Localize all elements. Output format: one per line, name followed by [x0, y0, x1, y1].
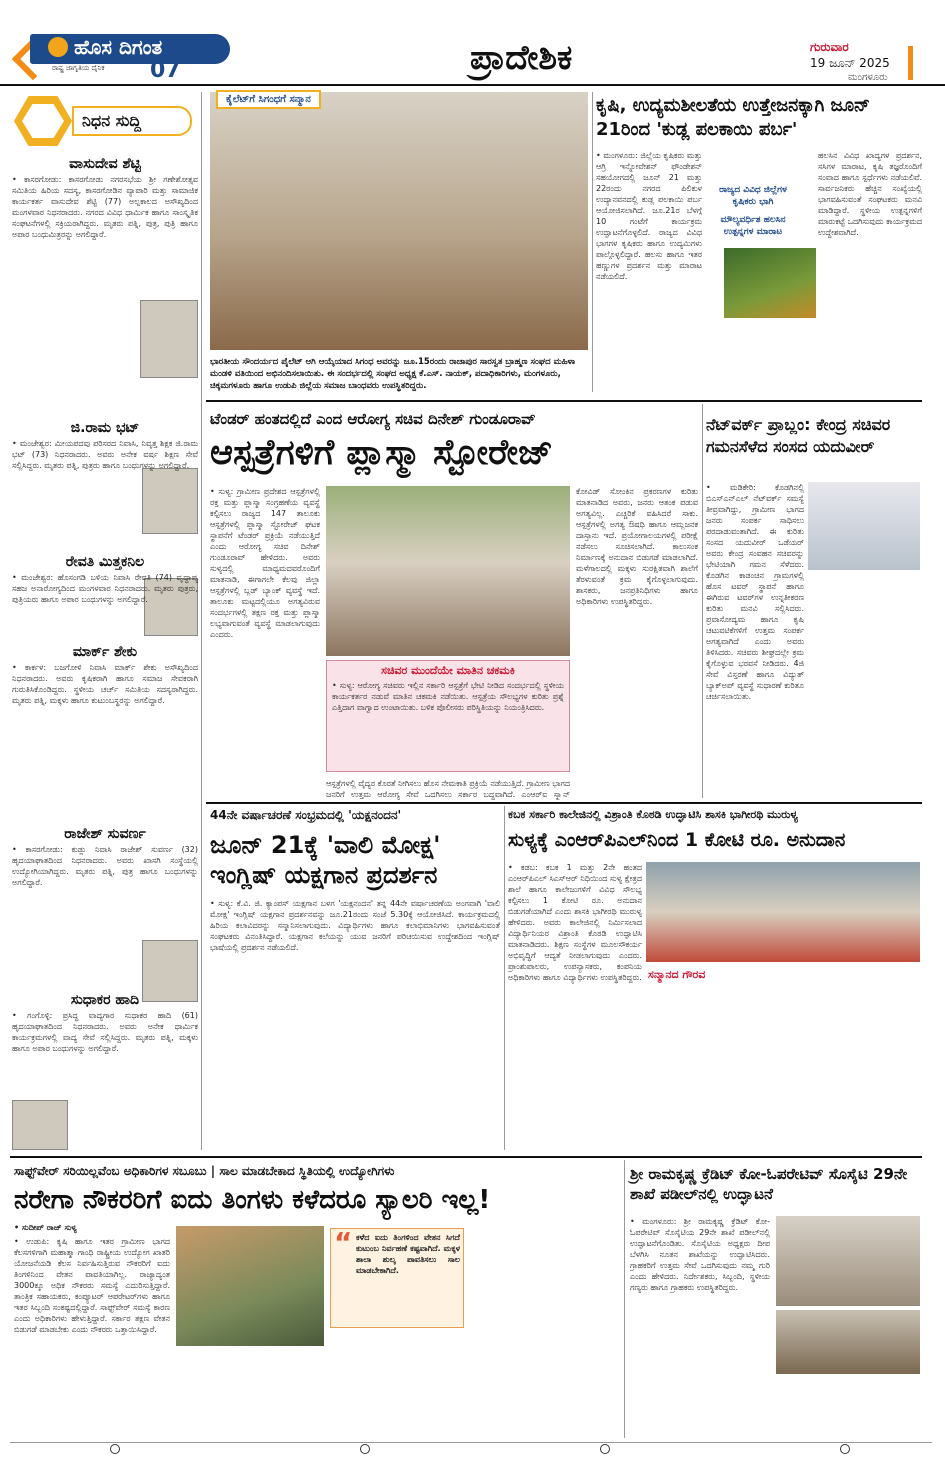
- credit-body: • ಮಂಗಳೂರು: ಶ್ರೀ ರಾಮಕೃಷ್ಣ ಕ್ರೆಡಿಟ್ ಕೋ-ಓಪರೇಟಿವ್ ಸೊಸೈಟಿಯ 29ನೇ ಶಾಖೆ ಪಡೀಲ್‌ನಲ್ಲಿ ಉದ್ಘಾಟನೆಗೊಂಡಿತು. ಸೊಸೈಟಿಯ ಅಧ್ಯಕ್ಷರು ದೀಪ ಬೆಳಗಿಸಿ ನೂತನ ಶಾಖೆಯನ್ನು ಉದ್ಘಾಟಿಸಿದರು. ಗ್ರಾಹಕರಿಗೆ ಉತ್ತಮ ಸೇವೆ ಒದಗಿಸುವುದು ನಮ್ಮ ಗುರಿ ಎಂದು ಹೇಳಿದರು. ನಿರ್ದೇಶಕರು, ಸಿಬ್ಬಂದಿ, ಸ್ಥಳೀಯ ಗಣ್ಯರು ಹಾಗೂ ಗ್ರಾಹಕರು ಉಪಸ್ಥಿತರಿದ್ದರು.: [630, 1217, 770, 1292]
- ribbon-cutting-photo: [646, 862, 920, 962]
- hospital-inset-text: • ಸುಳ್ಯ: ಆರೋಗ್ಯ ಸಚಿವರು ಇಲ್ಲಿನ ಸರ್ಕಾರಿ ಆಸ್ಪತ್ರೆಗೆ ಭೇಟಿ ನೀಡಿದ ಸಂದರ್ಭದಲ್ಲಿ ಸ್ಥಳೀಯ ಕಾರ್ಯಕರ್ತರ ನಡುವೆ ಮಾತಿನ ಚಕಮಕಿ ನಡೆಯಿತು. ಆಸ್ಪತ್ರೆಯ ಸೌಲಭ್ಯಗಳ ಕುರಿತು ಪ್ರಶ್ನೆ ಎತ್ತಿದಾಗ ವಾಗ್ವಾದ ಉಂಟಾಯಿತು. ಬಳಿಕ ಪೊಲೀಸರು ಪರಿಸ್ಥಿತಿಯನ್ನು ನಿಯಂತ್ರಿಸಿದರು.: [332, 681, 564, 712]
- yaduveer-headline[interactable]: ನೆಟ್‌ವರ್ಕ್ ಪ್ರಾಬ್ಲಂ: ಕೇಂದ್ರ ಸಚಿವರ ಗಮನಸೆಳೆದ ಸಂಸದ ಯದುವೀರ್: [706, 415, 891, 456]
- hospital-kicker: ಟೆಂಡರ್ ಹಂತದಲ್ಲಿದೆ ಎಂದ ಆರೋಗ್ಯ ಸಚಿವ ದಿನೇಶ್ ಗುಂಡೂರಾವ್: [210, 410, 536, 428]
- hospital-body-3: ಕೋವಿಡ್ ಸೋಂಕಿನ ಪ್ರಕರಣಗಳ ಕುರಿತು ಮಾತನಾಡಿದ ಅವರು, ಜನರು ಆತಂಕ ಪಡುವ ಅಗತ್ಯವಿಲ್ಲ. ಎಚ್ಚರಿಕೆ ವಹಿಸಿದರೆ ಸಾಕು. ಆಸ್ಪತ್ರೆಗಳಲ್ಲಿ ಅಗತ್ಯ ಔಷಧಿ ಹಾಗೂ ಆಮ್ಲಜನಕ ದಾಸ್ತಾನು ಇದೆ. ಪ್ರಯೋಗಾಲಯಗಳಲ್ಲಿ ಪರೀಕ್ಷೆ ನಡೆಸಲು ಸೂಚಿಸಲಾಗಿದೆ. ಕಾಲುಸಂಕ ನಿರ್ಮಾಣಕ್ಕೆ ಅನುದಾನ ಬಿಡುಗಡೆ ಮಾಡಲಾಗಿದೆ. ಮಳೆಗಾಲದಲ್ಲಿ ಮಕ್ಕಳು ಸುರಕ್ಷಿತವಾಗಿ ಶಾಲೆಗೆ ತೆರಳುವಂತೆ ಕ್ರಮ ಕೈಗೊಳ್ಳಲಾಗುವುದು. ಶಾಸಕರು, ಜನಪ್ರತಿನಿಧಿಗಳು ಹಾಗೂ ಅಧಿಕಾರಿಗಳು ಉಪಸ್ಥಿತರಿದ್ದರು.: [576, 487, 698, 606]
- hospital-body-2: ಆಸ್ಪತ್ರೆಗಳಲ್ಲಿ ವೈದ್ಯರ ಕೊರತೆ ನೀಗಿಸಲು ಹೊಸ ನೇಮಕಾತಿ ಪ್ರಕ್ರಿಯೆ ನಡೆಯುತ್ತಿದೆ. ಗ್ರಾಮೀಣ ಭಾಗದ ಜನರಿಗೆ ಉತ್ತಮ ಆರೋಗ್ಯ ಸೇವೆ ಒದಗಿಸಲು ಸರ್ಕಾರ ಬದ್ಧವಾಗಿದೆ. ಎಂಆರ್‌ಐ ಸ್ಕ್ಯಾನ್: [326, 779, 570, 799]
- registration-mark-icon: [840, 1444, 850, 1454]
- yaduveer-body: • ಮಡಿಕೇರಿ: ಕೊಡಗಿನಲ್ಲಿ ಬಿಎಸ್‌ಎನ್‌ಎಲ್ ನೆಟ್‌ವರ್ಕ್ ಸಮಸ್ಯೆ ತೀವ್ರವಾಗಿದ್ದು, ಗ್ರಾಮೀಣ ಭಾಗದ ಜನರು ಸಂಪರ್ಕ ಸಾಧಿಸಲು ಪರದಾಡುವಂತಾಗಿದೆ. ಈ ಕುರಿತು ಸಂಸದ ಯದುವೀರ್ ಒಡೆಯರ್ ಅವರು ಕೇಂದ್ರ ಸಂವಹನ ಸಚಿವರನ್ನು ಭೇಟಿಯಾಗಿ ಗಮನ ಸೆಳೆದರು. ಕೊಡಗಿನ ಕಾಡಂಚಿನ ಗ್ರಾಮಗಳಲ್ಲಿ ಹೊಸ ಟವರ್ ಸ್ಥಾಪನೆ ಹಾಗೂ ಈಗಿರುವ ಟವರ್‌ಗಳ ಉನ್ನತೀಕರಣ ಕುರಿತು ಮನವಿ ಸಲ್ಲಿಸಿದರು. ಪ್ರವಾಸೋದ್ಯಮ ಹಾಗೂ ಕೃಷಿ ಚಟುವಟಿಕೆಗಳಿಗೆ ಉತ್ತಮ ಸಂಪರ್ಕ ಅಗತ್ಯವಾಗಿದೆ ಎಂದು ಅವರು ತಿಳಿಸಿದರು. ಸಚಿವರು ಶೀಘ್ರದಲ್ಲೇ ಕ್ರಮ ಕೈಗೊಳ್ಳುವ ಭರವಸೆ ನೀಡಿದರು. 4ಜಿ ಸೇವೆ ವಿಸ್ತರಣೆ ಹಾಗೂ ವಿದ್ಯುತ್ ಬ್ಯಾಕ್‌ಅಪ್ ವ್ಯವಸ್ಥೆ ಸುಧಾರಣೆ ಕುರಿತೂ ಚರ್ಚಿಸಲಾಯಿತು.: [706, 483, 804, 701]
- date-accent-bar: [908, 46, 913, 80]
- farm-body: • ಮಂಗಳೂರು: ಜಿಲ್ಲೆಯ ಕೃಷಿಕರು ಮತ್ತು ಆಗ್ರಿ ಇನ್ನೋವೇಶನ್ ಫೌಂಡೇಶನ್ ಸಹಯೋಗದಲ್ಲಿ ಜೂನ್ 21 ಮತ್ತು 22ರಂದು ನಗರದ ಪಿಲಿಕುಳ ಉದ್ಯಾನವನದಲ್ಲಿ ಕುಡ್ಲ ಪಲಕಾಯಿ ಪರ್ಬ ಆಯೋಜಿಸಲಾಗಿದೆ. ಜೂ.21ರ ಬೆಳಗ್ಗೆ 10 ಗಂಟೆಗೆ ಕಾರ್ಯಕ್ರಮ ಉದ್ಘಾಟನೆಗೊಳ್ಳಲಿದೆ. ರಾಜ್ಯದ ವಿವಿಧ ಭಾಗಗಳ ಕೃಷಿಕರು ಹಾಗೂ ಉದ್ಯಮಿಗಳು ಪಾಲ್ಗೊಳ್ಳಲಿದ್ದಾರೆ. ಹಲಸು ಹಾಗೂ ಇತರ ಹಣ್ಣುಗಳ ಪ್ರದರ್ಶನ ಮತ್ತು ಮಾರಾಟ ನಡೆಯಲಿದೆ.: [596, 151, 702, 281]
- hospital-body: • ಸುಳ್ಯ: ಗ್ರಾಮೀಣ ಪ್ರದೇಶದ ಆಸ್ಪತ್ರೆಗಳಲ್ಲಿ ರಕ್ತ ಮತ್ತು ಪ್ಲಾಸ್ಮಾ ಸಂಗ್ರಹಣೆಯ ವ್ಯವಸ್ಥೆ ಕಲ್ಪಿಸಲು ರಾಜ್ಯದ 147 ತಾಲೂಕು ಆಸ್ಪತ್ರೆಗಳಲ್ಲಿ ಪ್ಲಾಸ್ಮಾ ಸ್ಟೋರೇಜ್ ಘಟಕ ಸ್ಥಾಪನೆಗೆ ಟೆಂಡರ್ ಪ್ರಕ್ರಿಯೆ ನಡೆಯುತ್ತಿದೆ ಎಂದು ಆರೋಗ್ಯ ಸಚಿವ ದಿನೇಶ್ ಗುಂಡೂರಾವ್ ಹೇಳಿದರು. ಅವರು ಸುಳ್ಯದಲ್ಲಿ ಮಾಧ್ಯಮದವರೊಂದಿಗೆ ಮಾತನಾಡಿ, ಈಗಾಗಲೇ ಕೆಲವು ಜಿಲ್ಲಾ ಆಸ್ಪತ್ರೆಗಳಲ್ಲಿ ಬ್ಲಡ್ ಬ್ಯಾಂಕ್ ವ್ಯವಸ್ಥೆ ಇದೆ. ತಾಲೂಕು ಮಟ್ಟದಲ್ಲಿಯೂ ಅಗತ್ಯವಿರುವ ಸಂದರ್ಭಗಳಲ್ಲಿ ತಕ್ಷಣ ರಕ್ತ ಮತ್ತು ಪ್ಲಾಸ್ಮಾ ಲಭ್ಯವಾಗುವಂತೆ ವ್ಯವಸ್ಥೆ ಮಾಡಲಾಗುವುದು ಎಂದರು.: [210, 487, 320, 639]
- lamp-logo-icon: [48, 37, 68, 57]
- nrega-headline[interactable]: ನರೇಗಾ ನೌಕರರಿಗೆ ಐದು ತಿಂಗಳು ಕಳೆದರೂ ಸ್ಯಾಲರಿ ಇಲ್ಲ!: [14, 1185, 491, 1215]
- page-bottom-rule: [10, 1442, 932, 1443]
- column-divider: [702, 404, 703, 798]
- lamp-lighting-photo: [776, 1310, 920, 1374]
- obituary-text: • ಮಂಜೇಶ್ವರ: ಮೀಯಪದವು ಪರಿಸರದ ನಿವಾಸಿ, ನಿವೃತ್ತ ಶಿಕ್ಷಕ ಜಿ.ರಾಮ ಭಟ್ (73) ನಿಧನರಾದರು. ಅವರು ಅನೇಕ ವರ್ಷ ಶಿಕ್ಷಣ ಸೇವೆ ಸಲ್ಲಿಸಿದ್ದರು. ಮೃತರು ಪತ್ನಿ, ಪುತ್ರರು ಹಾಗೂ ಬಂಧುಗಳನ್ನು ಅಗಲಿದ್ದಾರೆ.: [12, 439, 198, 470]
- issue-day: ಗುರುವಾರ: [810, 40, 849, 54]
- obituary-text: • ಕಾರ್ಕಳ: ಬಜಗೋಳಿ ನಿವಾಸಿ ಮಾರ್ಕ್ ಶೇಕು ಅಸೌಖ್ಯದಿಂದ ನಿಧನರಾದರು. ಅವರು ಕೃಷಿಕರಾಗಿ ಹಾಗೂ ಸಮಾಜ ಸೇವಕರಾಗಿ ಗುರುತಿಸಿಕೊಂಡಿದ್ದರು. ಸ್ಥಳೀಯ ಚರ್ಚ್ ಸಮಿತಿಯ ಸದಸ್ಯರಾಗಿದ್ದರು. ಮೃತರು ಪತ್ನಿ, ಮಕ್ಕಳು ಹಾಗೂ ಕುಟುಂಬಸ್ಥರನ್ನು ಅಗಲಿದ್ದಾರೆ.: [12, 663, 198, 705]
- lead-photo-tag: ಕೈಲೆಟ್‌ಗೆ ಸಿಗಂಧಗೆ ಸನ್ಮಾನ: [216, 90, 321, 109]
- column-divider: [624, 1160, 625, 1438]
- section-rule: [206, 400, 922, 402]
- nrega-byline: • ಸುದೀಪ್ ರಾಜ್ ಸುಳ್ಯ: [14, 1223, 77, 1232]
- lead-photo-caption: ಭಾರತೀಯ ಸೌಂದರ್ಯದ ಪೈಲೆಟ್ ಆಗಿ ಆಯ್ಕೆಯಾದ ಸಿಗಂಧ ಅವರನ್ನು ಜೂ.15ರಂದು ರಾಜಾಪುರ ಸಾರಸ್ವತ ಬ್ರಾಹ್ಮಣ ಸಂಘದ ಮಹಿಳಾ ಮಂಡಳಿ ವತಿಯಿಂದ ಅಭಿನಂದಿಸಲಾಯಿತು. ಈ ಸಂದರ್ಭದಲ್ಲಿ ಸಂಘದ ಅಧ್ಯಕ್ಷ ಕೆ.ಎಸ್. ನಾಯಕ್, ಪದಾಧಿಕಾರಿಗಳು, ಮಂಗಳೂರು, ಚಿಕ್ಕಮಗಳೂರು ಹಾಗೂ ಉಡುಪಿ ಜಿಲ್ಲೆಯ ಸಮಾಜ ಬಾಂಧವರು ಉಪಸ್ಥಿತರಿದ್ದರು.: [210, 357, 576, 391]
- yakshagana-headline[interactable]: ಜೂನ್ 21ಕ್ಕೆ 'ವಾಲಿ ಮೋಕ್ಷ' ಇಂಗ್ಲಿಷ್ ಯಕ್ಷಗಾನ ಪ್ರದರ್ಶನ: [210, 831, 441, 889]
- farm-headline[interactable]: ಕೃಷಿ, ಉದ್ಯಮಶೀಲತೆಯ ಉತ್ತೇಜನಕ್ಕಾಗಿ ಜೂನ್ 21ರಿಂದ 'ಕುಡ್ಲ ಪಲಕಾಯಿ ಪರ್ಬ': [596, 95, 870, 140]
- inauguration-photo: [776, 1216, 920, 1306]
- section-rule: [206, 802, 922, 804]
- newspaper-brand[interactable]: ಹೊಸ ದಿಗಂತ: [74, 35, 163, 59]
- edition-city: ಮಂಗಳೂರು: [848, 72, 888, 83]
- page-number: 07: [150, 58, 181, 83]
- masthead: [0, 0, 945, 86]
- column-divider: [504, 806, 505, 1150]
- grant-headline[interactable]: ಸುಳ್ಯಕ್ಕೆ ಎಂಆರ್‌ಪಿಎಲ್‌ನಿಂದ 1 ಕೋಟಿ ರೂ. ಅನುದಾನ: [508, 829, 846, 851]
- obituary-name: ಸುಧಾಕರ ಹಾದಿ: [70, 992, 140, 1008]
- minister-photo: [326, 486, 570, 656]
- obituary-name: ವಾಸುದೇವ ಶೆಟ್ಟಿ: [69, 156, 141, 172]
- obituary-name: ರಾಜೇಶ್ ಸುವರ್ಣ: [64, 826, 146, 842]
- issue-date: 19 ಜೂನ್ 2025: [810, 56, 890, 70]
- obituary-header: ನಿಧನ ಸುದ್ದಿ: [72, 106, 192, 136]
- nrega-quote: ಕಳೆದ ಐದು ತಿಂಗಳಿಂದ ವೇತನ ಸಿಗದೆ ಕುಟುಂಬ ನಿರ್ವಹಣೆ ಕಷ್ಟವಾಗಿದೆ. ಮಕ್ಕಳ ಶಾಲಾ ಶುಲ್ಕ ಪಾವತಿಸಲು ಸಾಲ ಮಾಡಬೇಕಾಗಿದೆ.: [356, 1233, 460, 1275]
- obituary-text: • ಗಂಗೊಳ್ಳಿ: ಪ್ರಸಿದ್ಧ ವಾದ್ಯಗಾರ ಸುಧಾಕರ ಹಾದಿ (61) ಹೃದಯಾಘಾತದಿಂದ ನಿಧನರಾದರು. ಅವರು ಅನೇಕ ಧಾರ್ಮಿಕ ಕಾರ್ಯಕ್ರಮಗಳಲ್ಲಿ ವಾದ್ಯ ಸೇವೆ ಸಲ್ಲಿಸಿದ್ದರು. ಮೃತರು ಪತ್ನಿ, ಮಕ್ಕಳು ಹಾಗೂ ಅಪಾರ ಬಂಧುಗಳನ್ನು ಅಗಲಿದ್ದಾರೆ.: [12, 1011, 198, 1053]
- quote-mark-icon: “: [334, 1226, 353, 1259]
- workers-photo: [176, 1226, 324, 1346]
- farm-body-2: ಹಲಸಿನ ವಿವಿಧ ಖಾದ್ಯಗಳ ಪ್ರದರ್ಶನ, ಸಸಿಗಳ ಮಾರಾಟ, ಕೃಷಿ ತಜ್ಞರೊಂದಿಗೆ ಸಂವಾದ ಹಾಗೂ ಸ್ಪರ್ಧೆಗಳು ನಡೆಯಲಿವೆ. ಸಾರ್ವಜನಿಕರು ಹೆಚ್ಚಿನ ಸಂಖ್ಯೆಯಲ್ಲಿ ಭಾಗವಹಿಸುವಂತೆ ಸಂಘಟಕರು ಮನವಿ ಮಾಡಿದ್ದಾರೆ. ಸ್ಥಳೀಯ ಉತ್ಪನ್ನಗಳಿಗೆ ಮಾರುಕಟ್ಟೆ ಒದಗಿಸುವುದು ಕಾರ್ಯಕ್ರಮದ ಉದ್ದೇಶವಾಗಿದೆ.: [818, 151, 922, 237]
- hospital-inset-head: ಸಚಿವರ ಮುಂದೆಯೇ ಮಾತಿನ ಚಕಮಕಿ: [381, 664, 515, 677]
- obituary-name: ಮಾರ್ಕ್ ಶೇಕು: [72, 644, 138, 660]
- nrega-body: • ಉಡುಪಿ: ಕೃಷಿ ಹಾಗೂ ಇತರ ಗ್ರಾಮೀಣ ಭಾಗದ ಕೆಲಸಗಳಿಗಾಗಿ ಮಹಾತ್ಮಾ ಗಾಂಧಿ ರಾಷ್ಟ್ರೀಯ ಉದ್ಯೋಗ ಖಾತರಿ ಯೋಜನೆಯಡಿ ಕೆಲಸ ನಿರ್ವಹಿಸುತ್ತಿರುವ ನೌಕರರಿಗೆ ಐದು ತಿಂಗಳಿನಿಂದ ವೇತನ ಪಾವತಿಯಾಗಿಲ್ಲ. ರಾಜ್ಯಾದ್ಯಂತ 3000ಕ್ಕೂ ಅಧಿಕ ನೌಕರರು ಸಮಸ್ಯೆ ಎದುರಿಸುತ್ತಿದ್ದಾರೆ. ತಾಂತ್ರಿಕ ಸಹಾಯಕರು, ಕಂಪ್ಯೂಟರ್ ಆಪರೇಟರ್‌ಗಳು ಹಾಗೂ ಇತರ ಸಿಬ್ಬಂದಿ ಸಂಕಷ್ಟದಲ್ಲಿದ್ದಾರೆ. ಸಾಫ್ಟ್‌ವೇರ್ ಸಮಸ್ಯೆ ಕಾರಣ ಎಂದು ಅಧಿಕಾರಿಗಳು ಹೇಳುತ್ತಿದ್ದಾರೆ. ಸರ್ಕಾರ ತಕ್ಷಣ ವೇತನ ಬಿಡುಗಡೆ ಮಾಡಬೇಕು ಎಂದು ನೌಕರರು ಒತ್ತಾಯಿಸಿದ್ದಾರೆ.: [14, 1237, 170, 1334]
- jackfruit-photo: [724, 248, 816, 318]
- grant-body: • ಕಡಬ: ಕಬಕ 1 ಮತ್ತು 2ನೇ ಹಂತದ ಎಂಆರ್‌ಪಿಎಲ್ ಸಿಎಸ್‌ಆರ್ ನಿಧಿಯಿಂದ ಸುಳ್ಯ ಕ್ಷೇತ್ರದ ಶಾಲೆ ಹಾಗೂ ಕಾಲೇಜುಗಳಿಗೆ ವಿವಿಧ ಸೌಲಭ್ಯ ಕಲ್ಪಿಸಲು 1 ಕೋಟಿ ರೂ. ಅನುದಾನ ಬಿಡುಗಡೆಯಾಗಿದೆ ಎಂದು ಶಾಸಕಿ ಭಾಗೀರಥಿ ಮುರುಳ್ಯ ಹೇಳಿದರು. ಅವರು ಕಾಲೇಜಿನಲ್ಲಿ ನಿರ್ಮಿಸಲಾದ ವಿದ್ಯಾರ್ಥಿನಿಯರ ವಿಶ್ರಾಂತಿ ಕೊಠಡಿ ಉದ್ಘಾಟಿಸಿ ಮಾತನಾಡಿದರು. ಶಿಕ್ಷಣ ಸಂಸ್ಥೆಗಳ ಮೂಲಸೌಕರ್ಯ ಅಭಿವೃದ್ಧಿಗೆ ಆದ್ಯತೆ ನೀಡಲಾಗುವುದು ಎಂದರು. ಪ್ರಾಂಶುಪಾಲರು, ಉಪನ್ಯಾಸಕರು, ಕಂಪನಿಯ ಅಧಿಕಾರಿಗಳು ಹಾಗೂ ವಿದ್ಯಾರ್ಥಿಗಳು ಉಪಸ್ಥಿತರಿದ್ದರು.: [508, 863, 642, 982]
- yakshagana-body: • ಸುಳ್ಯ: ಕೆ.ವಿ. ಜಿ. ಕ್ಯಾಂಪಸ್ ಯಕ್ಷಗಾನ ಬಳಗ 'ಯಕ್ಷನಂದನ' ತನ್ನ 44ನೇ ವರ್ಷಾಚರಣೆಯ ಅಂಗವಾಗಿ 'ವಾಲಿ ಮೋಕ್ಷ' ಇಂಗ್ಲಿಷ್ ಯಕ್ಷಗಾನ ಪ್ರದರ್ಶನವನ್ನು ಜೂ.21ರಂದು ಸಂಜೆ 5.30ಕ್ಕೆ ಆಯೋಜಿಸಿದೆ. ಕಾರ್ಯಕ್ರಮದಲ್ಲಿ ಹಿರಿಯ ಕಲಾವಿದರನ್ನು ಸನ್ಮಾನಿಸಲಾಗುವುದು. ವಿದ್ಯಾರ್ಥಿಗಳು ಹಾಗೂ ಕಲಾಭಿಮಾನಿಗಳು ಭಾಗವಹಿಸುವಂತೆ ಸಂಘಟಕರು ವಿನಂತಿಸಿದ್ದಾರೆ. ಯಕ್ಷಗಾನ ಕಲೆಯನ್ನು ಯುವ ಜನರಿಗೆ ಪರಿಚಯಿಸುವ ಉದ್ದೇಶದಿಂದ ಇಂಗ್ಲಿಷ್ ಭಾಷೆಯಲ್ಲಿ ಪ್ರದರ್ಶನ ನಡೆಯಲಿದೆ.: [210, 899, 500, 952]
- yakshagana-kicker: 44ನೇ ವರ್ಷಾಚರಣೆ ಸಂಭ್ರಮದಲ್ಲಿ 'ಯಕ್ಷನಂದನ': [210, 808, 402, 822]
- section-title: ಪ್ರಾದೇಶಿಕ: [470, 38, 573, 78]
- grant-kicker: ಕಬಕ ಸರ್ಕಾರಿ ಕಾಲೇಜಿನಲ್ಲಿ ವಿಶ್ರಾಂತಿ ಕೊಠಡಿ ಉದ್ಘಾಟಿಸಿ ಶಾಸಕಿ ಭಾಗೀರಥಿ ಮುರುಳ್ಯ: [508, 808, 798, 821]
- section-rule: [10, 1156, 922, 1158]
- farm-subhead: ರಾಜ್ಯದ ವಿವಿಧ ಜಿಲ್ಲೆಗಳ ಕೃಷಿಕರು ಭಾಗಿ: [719, 185, 787, 207]
- registration-mark-icon: [600, 1444, 610, 1454]
- obituary-text: • ಕಾಸರಗೋಡು: ಕುಡ್ಲು ನಿವಾಸಿ ರಾಜೇಶ್ ಸುವರ್ಣ (32) ಹೃದಯಾಘಾತದಿಂದ ನಿಧನರಾದರು. ಅವರು ಖಾಸಗಿ ಸಂಸ್ಥೆಯಲ್ಲಿ ಉದ್ಯೋಗಿಯಾಗಿದ್ದರು. ಮೃತರು ಪತ್ನಿ, ಪುತ್ರ ಹಾಗೂ ಬಂಧುಗಳನ್ನು ಅಗಲಿದ್ದಾರೆ.: [12, 845, 198, 887]
- grant-inset-head: ಸನ್ಮಾನದ ಗೌರವ: [648, 968, 706, 981]
- obituary-text: • ಕಾಸರಗೋಡು: ಕಾಸರಗೋಡು ನಗರಸಭೆಯ ಶ್ರೀ ಗಣೇಶೋತ್ಸವ ಸಮಿತಿಯ ಹಿರಿಯ ಸದಸ್ಯ, ಕಾಸರಗೋಡಿನ ವ್ಯಾಪಾರಿ ಮತ್ತು ಸಾಮಾಜಿಕ ಕಾರ್ಯಕರ್ತ ವಾಸುದೇವ ಶೆಟ್ಟಿ (77) ಅಲ್ಪಕಾಲದ ಅಸೌಖ್ಯದಿಂದ ಮಂಗಳವಾರ ನಿಧನರಾದರು. ನಗರದ ವಿವಿಧ ಧಾರ್ಮಿಕ ಹಾಗೂ ಸಾಂಸ್ಕೃತಿಕ ಸಂಘಟನೆಗಳಲ್ಲಿ ಸಕ್ರಿಯರಾಗಿದ್ದರು. ಮೃತರು ಪತ್ನಿ, ಪುತ್ರ, ಪುತ್ರಿ ಹಾಗೂ ಅಪಾರ ಬಂಧುಮಿತ್ರರನ್ನು ಅಗಲಿದ್ದಾರೆ.: [12, 175, 198, 239]
- hospital-headline[interactable]: ಆಸ್ಪತ್ರೆಗಳಿಗೆ ಪ್ಲಾಸ್ಮಾ ಸ್ಟೋರೇಜ್: [210, 433, 553, 473]
- yaduveer-photo: [808, 482, 920, 570]
- obituary-name: ಜಿ.ರಾಮ ಭಟ್: [70, 420, 140, 436]
- obituary-text: • ಮಂಜೇಶ್ವರ: ಹೊಸಂಗಡಿ ಬಳಿಯ ನಿವಾಸಿ ರೇವತಿ (74) ವೃದ್ಧಾಪ್ಯ ಸಹಜ ಅನಾರೋಗ್ಯದಿಂದ ಮಂಗಳವಾರ ನಿಧನರಾದರು. ಮೃತರು ಪುತ್ರರು, ಪುತ್ರಿಯರು ಹಾಗೂ ಅಪಾರ ಬಂಧುಗಳನ್ನು ಅಗಲಿದ್ದಾರೆ.: [12, 573, 198, 604]
- registration-mark-icon: [360, 1444, 370, 1454]
- lead-photo[interactable]: [210, 92, 588, 350]
- obituary-column: [10, 92, 202, 1150]
- registration-mark-icon: [110, 1444, 120, 1454]
- nrega-kicker: ಸಾಫ್ಟ್‌ವೇರ್ ಸರಿಯಿಲ್ಲವೆಂಬ ಅಧಿಕಾರಿಗಳ ಸಬೂಬು | ಸಾಲ ಮಾಡಬೇಕಾದ ಸ್ಥಿತಿಯಲ್ಲಿ ಉದ್ಯೋಗಿಗಳು: [14, 1164, 395, 1178]
- column-divider: [592, 92, 593, 392]
- brand-tagline: ರಾಷ್ಟ್ರ ಜಾಗೃತಿಯ ದೈನಿಕ: [52, 64, 105, 72]
- credit-headline[interactable]: ಶ್ರೀ ರಾಮಕೃಷ್ಣ ಕ್ರೆಡಿಟ್ ಕೋ-ಓಪರೇಟಿವ್ ಸೊಸೈಟಿ 29ನೇ ಶಾಖೆ ಪಡೀಲ್‌ನಲ್ಲಿ ಉದ್ಘಾಟನೆ: [630, 1165, 908, 1203]
- farm-subhead-2: ಮೌಲ್ಯವರ್ಧಿತ ಹಲಸಿನ ಉತ್ಪನ್ನಗಳ ಮಾರಾಟ: [720, 215, 786, 237]
- obituary-name: ರೇವತಿ ಮಿತ್ತಕನಿಲ: [65, 554, 145, 570]
